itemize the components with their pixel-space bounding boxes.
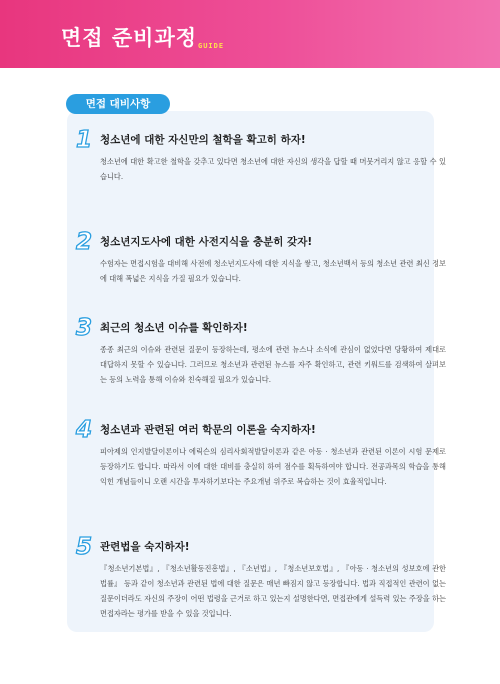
section-number: 3 (76, 315, 93, 341)
section-title: 청소년과 관련된 여러 학문의 이론을 숙지하자! (100, 424, 316, 436)
section-title: 청소년지도사에 대한 사전지식을 충분히 갖자! (100, 236, 313, 248)
section-title: 최근의 청소년 이슈를 확인하자! (100, 322, 248, 334)
section-body: 청소년에 대한 확고한 철학을 갖추고 있다면 청소년에 대한 자신의 생각을 답할 때 머뭇거리지 않고 응할 수 있습니다. (100, 157, 446, 181)
section-1 (76, 127, 446, 213)
section-5 (76, 534, 446, 630)
page-subtitle: GUIDE (198, 42, 225, 50)
page-title: 면접 준비과정 (61, 26, 198, 50)
page-header (0, 0, 500, 68)
section-title: 청소년에 대한 자신만의 철학을 확고히 하자! (100, 134, 306, 146)
section-number: 5 (76, 534, 93, 560)
section-2 (76, 229, 446, 315)
section-number: 1 (76, 127, 93, 153)
section-4 (76, 417, 446, 523)
section-title: 관련법을 숙지하자! (100, 541, 190, 553)
section-body: 『청소년기본법』, 『청소년활동진흥법』, 『소년법』, 『청소년보호법』, 『아동 · 청소년의 성보호에 관한 법률』 등과 같이 청소년과 관련된 법에 대한 질문은 매년 빠짐지 않고 등장합니다. 법과 직접적인 관련이 없는 질문이더라도 자신의 주장이 어떤 법령을 근거로 하고 있는지 설명한다면, 면접관에게 설득력 있는 주장을 하는 면접자라는 평가를 받을 수 있을 것입니다. (100, 564, 446, 618)
section-body: 피아제의 인지발달이론이나 에릭슨의 심리사회적발달이론과 같은 아동 · 청소년과 관련된 이론이 시험 문제로 등장하기도 합니다. 따라서 이에 대한 대비를 충실히 하여 점수를 획득하여야 합니다. 전공과목의 학습을 통해 익힌 개념들이니 오랜 시간을 투자하기보다는 주요개념 위주로 복습하는 것이 효율적입니다. (100, 447, 446, 486)
section-tab-label: 면접 대비사항 (66, 94, 170, 114)
section-number: 2 (76, 229, 93, 255)
section-body: 수험자는 면접시험을 대비해 사전에 청소년지도사에 대한 지식을 쌓고, 청소년백서 등의 청소년 관련 최신 정보에 대해 폭넓은 지식을 가질 필요가 있습니다. (100, 259, 446, 283)
section-body: 종종 최근의 이슈와 관련된 질문이 등장하는데, 평소에 관련 뉴스나 소식에 관심이 없었다면 당황하여 제대로 대답하지 못할 수 있습니다. 그러므로 청소년과 관련된 뉴스를 자주 확인하고, 관련 키워드를 검색하여 살펴보는 등의 노력을 통해 이슈와 친숙해질 필요가 있습니다. (100, 345, 446, 384)
section-number: 4 (76, 417, 93, 443)
section-3 (76, 315, 446, 411)
